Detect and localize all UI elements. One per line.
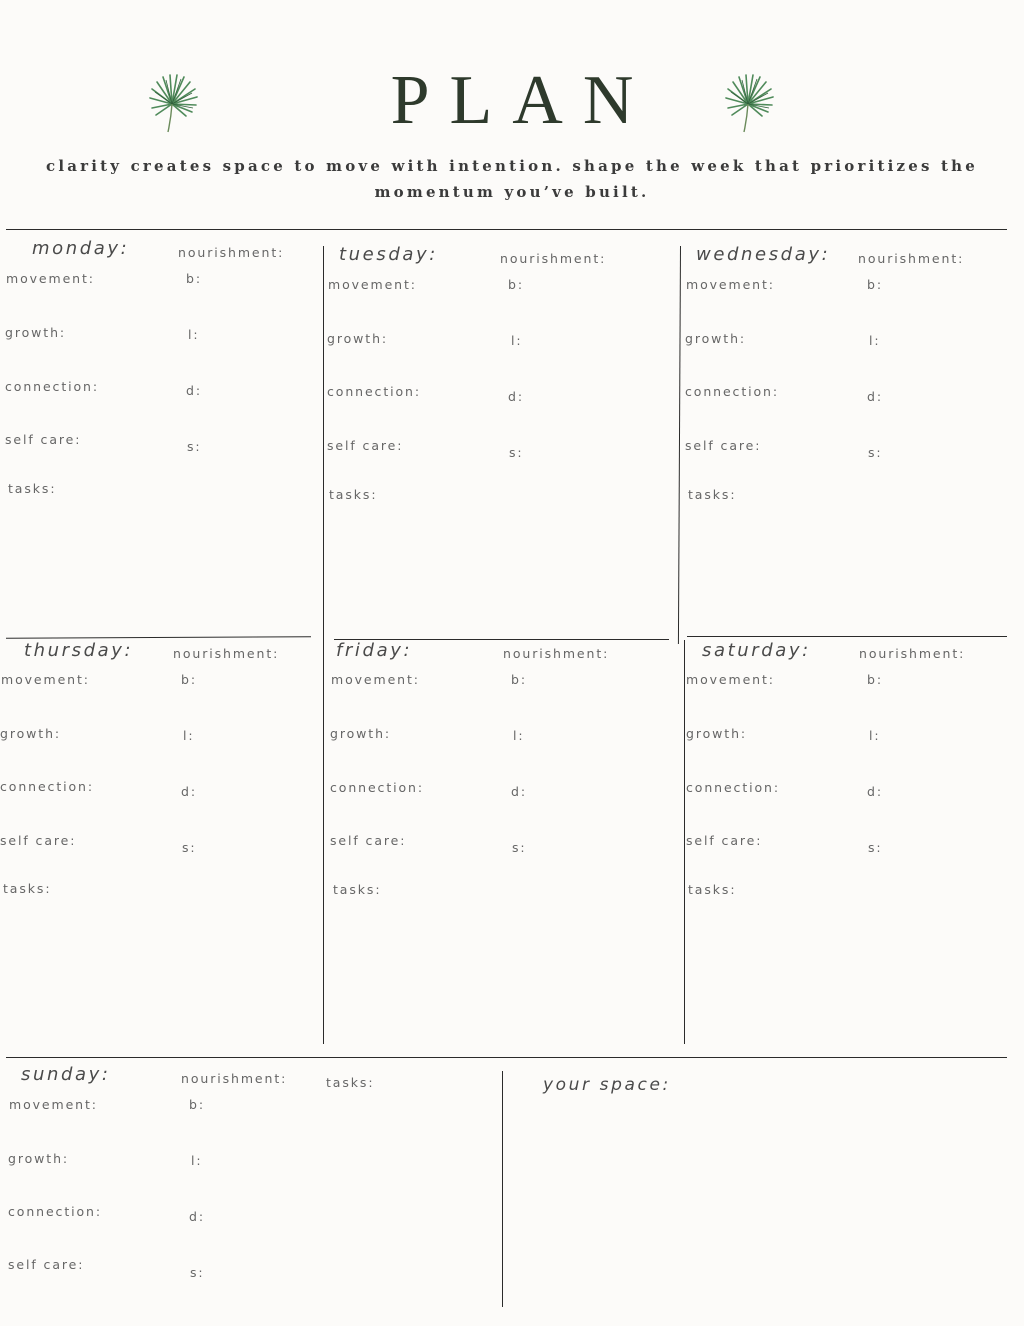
movement-label: movement: [1, 672, 90, 687]
growth-label: growth: [686, 726, 748, 741]
connection-label: connection: [330, 780, 424, 795]
connection-label: connection: [686, 780, 780, 795]
self-care-label: self care: [8, 1257, 85, 1272]
thursday-divider [6, 636, 311, 639]
self-care-label: self care: [330, 833, 407, 848]
lunch-label: l: [513, 728, 525, 743]
saturday-divider [687, 636, 1007, 637]
breakfast-label: b: [511, 672, 527, 687]
movement-label: movement: [686, 672, 775, 687]
snack-label: s: [512, 840, 527, 855]
tasks-label: tasks: [688, 487, 737, 502]
movement-label: movement: [9, 1097, 98, 1112]
dinner-label: d: [189, 1209, 205, 1224]
day-heading-saturday: saturday: [702, 640, 811, 661]
tasks-label: tasks: [8, 481, 57, 496]
self-care-label: self care: [685, 438, 762, 453]
lunch-label: l: [869, 333, 881, 348]
sunday-divider [6, 1057, 1007, 1058]
lunch-label: l: [188, 327, 200, 342]
lunch-label: l: [183, 728, 195, 743]
snack-label: s: [509, 445, 524, 460]
self-care-label: self care: [686, 833, 763, 848]
snack-label: s: [182, 840, 197, 855]
connection-label: connection: [5, 379, 99, 394]
growth-label: growth: [5, 325, 67, 340]
dinner-label: d: [508, 389, 524, 404]
growth-label: growth: [327, 331, 389, 346]
palm-leaf-icon [722, 72, 778, 136]
tasks-label: tasks: [333, 882, 382, 897]
tasks-label: tasks: [688, 882, 737, 897]
breakfast-label: b: [186, 271, 202, 286]
connection-label: connection: [8, 1204, 102, 1219]
lunch-label: l: [511, 333, 523, 348]
column-divider-2-lower [684, 640, 685, 1044]
dinner-label: d: [867, 784, 883, 799]
self-care-label: self care: [5, 432, 82, 447]
growth-label: growth: [330, 726, 392, 741]
dinner-label: d: [181, 784, 197, 799]
dinner-label: d: [511, 784, 527, 799]
breakfast-label: b: [189, 1097, 205, 1112]
lunch-label: l: [191, 1153, 203, 1168]
day-heading-sunday: sunday: [21, 1064, 111, 1085]
movement-label: movement: [331, 672, 420, 687]
dinner-label: d: [867, 389, 883, 404]
nourishment-label: nourishment: [858, 251, 965, 266]
growth-label: growth: [685, 331, 747, 346]
snack-label: s: [187, 439, 202, 454]
breakfast-label: b: [181, 672, 197, 687]
snack-label: s: [868, 445, 883, 460]
tasks-label: tasks: [326, 1075, 375, 1090]
day-heading-tuesday: tuesday: [339, 244, 438, 265]
palm-leaf-icon [146, 72, 202, 136]
your-space-heading: your space: [543, 1075, 671, 1095]
tagline-line-2: momentum you’ve built. [374, 183, 650, 201]
nourishment-label: nourishment: [500, 251, 607, 266]
nourishment-label: nourishment: [503, 646, 610, 661]
tagline-line-1: clarity creates space to move with intention. shape the week that prioritizes the [45, 157, 979, 175]
breakfast-label: b: [867, 277, 883, 292]
connection-label: connection: [0, 779, 94, 794]
page-title: PLAN [390, 62, 654, 139]
connection-label: connection: [685, 384, 779, 399]
breakfast-label: b: [867, 672, 883, 687]
self-care-label: self care: [327, 438, 404, 453]
snack-label: s: [868, 840, 883, 855]
top-divider [6, 229, 1007, 230]
tagline [40, 153, 984, 205]
lunch-label: l: [869, 728, 881, 743]
day-heading-wednesday: wednesday: [696, 244, 831, 265]
your-space-divider [502, 1071, 503, 1307]
snack-label: s: [190, 1265, 205, 1280]
movement-label: movement: [686, 277, 775, 292]
dinner-label: d: [186, 383, 202, 398]
movement-label: movement: [328, 277, 417, 292]
tasks-label: tasks: [329, 487, 378, 502]
movement-label: movement: [6, 271, 95, 286]
nourishment-label: nourishment: [181, 1071, 288, 1086]
nourishment-label: nourishment: [173, 646, 280, 661]
day-heading-monday: monday: [32, 238, 130, 259]
nourishment-label: nourishment: [859, 646, 966, 661]
connection-label: connection: [327, 384, 421, 399]
self-care-label: self care: [0, 833, 77, 848]
breakfast-label: b: [508, 277, 524, 292]
tasks-label: tasks: [3, 881, 52, 896]
growth-label: growth: [0, 726, 62, 741]
column-divider-2-upper [678, 246, 681, 644]
column-divider-1 [323, 246, 324, 1044]
growth-label: growth: [8, 1151, 70, 1166]
nourishment-label: nourishment: [178, 245, 285, 260]
day-heading-thursday: thursday: [24, 640, 134, 661]
day-heading-friday: friday: [336, 640, 413, 661]
